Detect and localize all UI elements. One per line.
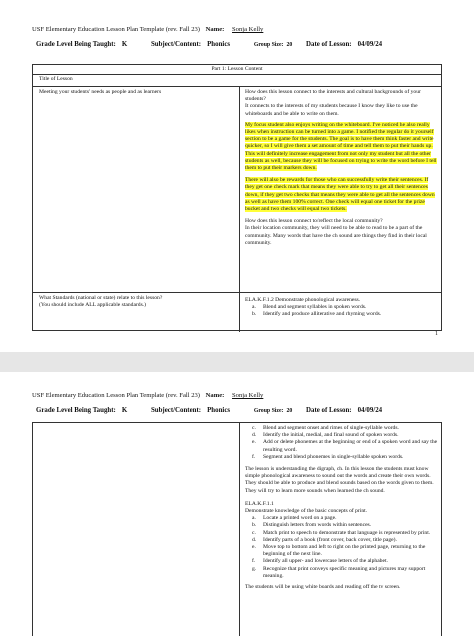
standard-item: [252, 453, 438, 461]
teacher-name: Sonja Kelly: [232, 392, 264, 399]
standards-instruction: (You should include ALL applicable standards.): [39, 302, 147, 309]
print-standard-code: ELA.K.F.1.1: [245, 500, 274, 507]
list-text: Blend and segment onset and rimes of single-syllable words.: [263, 425, 399, 431]
subject-label: Subject/Content:: [150, 407, 202, 414]
list-marker: d.: [252, 536, 257, 543]
list-text: Segment and blend phonemes in single-syllable spoken words.: [263, 453, 404, 460]
group-size-label: Group Size:: [253, 42, 284, 48]
lesson-content-table: [32, 64, 442, 331]
standard-title: ELA.K.F.1.2 Demonstrate phonological awareness.: [245, 297, 361, 303]
rewards-paragraph: [245, 177, 438, 213]
document-page-2: [0, 372, 474, 632]
list-marker: g.: [252, 565, 257, 572]
title-row: [33, 74, 441, 86]
standards-question: What Standards (national or state) relate to this lesson?: [39, 295, 163, 301]
list-marker: e.: [252, 544, 256, 551]
list-text: Add or delete phonemes at the beginning or end of a spoken word and say the resulting word.: [263, 439, 438, 453]
group-size-value: 20: [286, 42, 293, 48]
template-header: [32, 26, 291, 33]
page-gap: [0, 352, 474, 372]
subject-value: Phonics: [207, 407, 231, 414]
phonological-standard-list: [245, 425, 438, 461]
standards-content: [245, 297, 438, 319]
standards-table-continued: [32, 422, 442, 636]
template-title: USF Elementary Education Lesson Plan Template (rev. Fall 23): [32, 392, 201, 399]
list-marker: a.: [252, 515, 256, 522]
list-text: Move top to bottom and left to right on the printed page, returning to the beginning of the next line.: [263, 544, 426, 558]
list-marker: d.: [252, 432, 257, 439]
standard-item: [252, 311, 438, 318]
title-of-lesson-label: Title of Lesson: [39, 76, 73, 82]
print-standard-list: [245, 515, 438, 580]
grade-value: K: [121, 41, 128, 48]
list-text: Locate a printed word on a page.: [263, 515, 337, 522]
grade-label: Grade Level Being Taught:: [36, 41, 116, 48]
list-text: Identify parts of a book (front cover, back cover, title page).: [263, 536, 397, 543]
date-label: Date of Lesson:: [306, 407, 352, 414]
list-marker: e.: [252, 439, 256, 446]
date-value: 04/09/24: [357, 407, 383, 414]
name-label: Name:: [205, 26, 225, 33]
standards-label: [39, 295, 235, 309]
lesson-info-line: [36, 407, 388, 414]
teacher-name: Sonja Kelly: [232, 26, 264, 33]
list-marker: c.: [252, 425, 256, 431]
lesson-info-line: [36, 41, 388, 48]
list-text: Blend and segment syllables in spoken words.: [263, 304, 367, 311]
needs-label: Meeting your students' needs as people and as learners: [39, 89, 162, 95]
list-text: Recognize that print conveys specific meaning and pictures may support meaning.: [263, 565, 426, 579]
group-size-value: 20: [286, 408, 293, 414]
list-marker: f.: [252, 558, 256, 565]
standard-item: [252, 544, 438, 558]
template-title: USF Elementary Education Lesson Plan Template (rev. Fall 23): [32, 26, 201, 33]
part-title: Part 1: Lesson Content: [211, 66, 263, 72]
list-text: Identify all upper- and lowercase letters of the alphabet.: [263, 558, 388, 565]
q1-question: How does this lesson connect to the interests and cultural backgrounds of your students?: [245, 89, 421, 103]
standard-item: [252, 529, 438, 537]
list-marker: b.: [252, 311, 257, 318]
list-text: Identify and produce alliterative and rhyming words.: [263, 311, 382, 318]
page-number: 1: [435, 331, 438, 337]
list-marker: b.: [252, 522, 257, 529]
column-divider: [239, 87, 240, 292]
needs-answers: [245, 89, 438, 252]
subject-value: Phonics: [207, 41, 231, 48]
date-label: Date of Lesson:: [306, 41, 352, 48]
standards-row: [33, 292, 441, 332]
list-text: Identify the initial, medial, and final sound of spoken words.: [263, 432, 399, 439]
grade-value: K: [121, 407, 128, 414]
date-value: 04/09/24: [357, 41, 383, 48]
focus-student-highlight: My focus student also enjoys writing on the whiteboard. I've noticed he also really likes when instruction can be turned into a game. I notified the regular do it yourself section to be a game for the students. The goal is to have them think faster and write quicker, so I will give them a set amount of time and tell them to put their hands up. This will definitely increase engagement from not only my student but all the other students as well, because they will be focused on trying to write the word before I tell them to put their markers down.: [245, 121, 437, 172]
column-divider: [239, 293, 240, 332]
list-text: Match print to speech to demonstrate that language is represented by print.: [263, 529, 431, 536]
focus-student-paragraph: [245, 122, 438, 172]
standard-item: [252, 439, 438, 453]
column-divider: [239, 423, 240, 636]
list-marker: f.: [252, 453, 256, 460]
template-header: [32, 392, 291, 399]
standard-item: [252, 522, 438, 529]
list-marker: c.: [252, 529, 256, 536]
q2-question: How does this lesson connect to/reflect the local community?: [245, 218, 383, 225]
materials-line: The students will be using white boards and reading off the tv screen.: [245, 584, 401, 591]
q2-answer: In their location community, they will need to be able to read to be a part of the community. Many words that have the ch sound are things they find in their local community.: [245, 225, 427, 246]
standard-item: [252, 558, 438, 565]
subject-label: Subject/Content:: [150, 41, 202, 48]
list-text: Distinguish letters from words within sentences.: [263, 522, 372, 529]
lesson-paragraph: The lesson is understanding the digraph, ch. In this lesson the students must know simple phonological awareness to sound out the words and create their own words. They should be able to produce and blend sounds based on the words given to them. They will try to learn more sounds when learned the ch sound.: [245, 466, 434, 494]
group-size-label: Group Size:: [253, 408, 284, 414]
q1-answer: It connects to the interests of my students because I know they like to use the whiteboards and be able to write on them.: [245, 103, 418, 117]
standard-item: [252, 565, 438, 580]
print-standard-title: Demonstrate knowledge of the basic concepts of print.: [245, 508, 368, 515]
standards-content-continued: [245, 425, 438, 596]
rewards-highlight: There will also be rewards for those who can successfully write their sentences. If they get one check mark that means they were able to try to get all their sentences down, if they get two checks that means they were able to get all the sentences down as well as have them 100% correct. One check will equal one ticket for the prize bucket and two checks will equal two tickets.: [245, 177, 435, 213]
standard-item: [252, 536, 438, 544]
standard-list: [245, 304, 438, 318]
needs-row: [33, 86, 441, 292]
grade-label: Grade Level Being Taught:: [36, 407, 116, 414]
name-label: Name:: [205, 392, 225, 399]
list-marker: a.: [252, 304, 256, 311]
